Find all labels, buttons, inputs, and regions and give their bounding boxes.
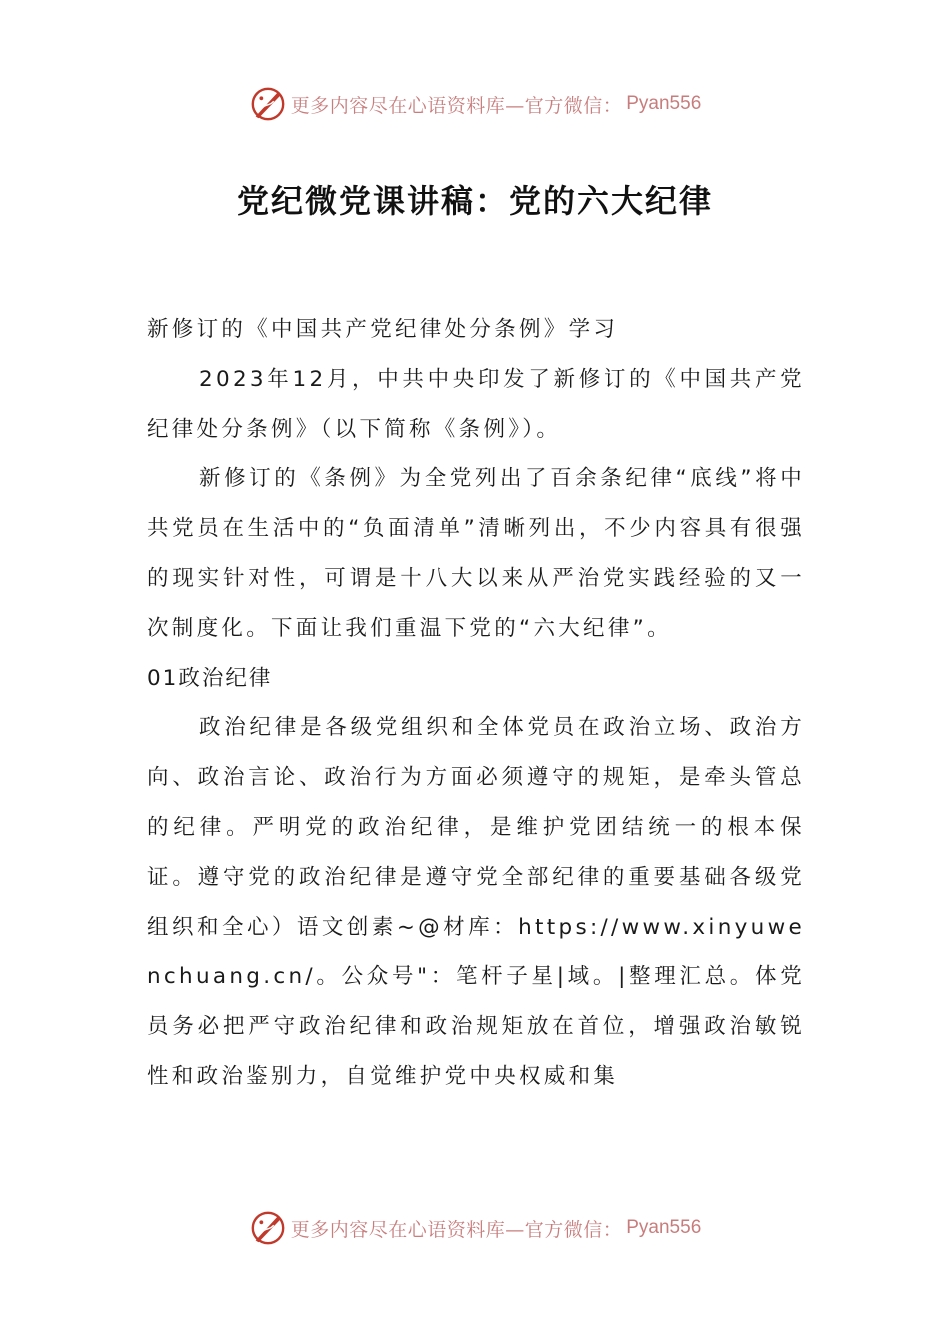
paragraph: 政治纪律是各级党组织和全体党员在政治立场、政治方向、政治言论、政治行为方面必须遵守的规矩，是牵头管总的纪律。严明党的政治纪律，是维护党团结统一的根本保证。遵守党的政治纪律是遵守党全部纪律的重要基础各级党组织和全心）语文创素~@材库：https://www.xinyuwenchuang.cn/。公众号"：笔杆子星|域。|整理汇总。体党员务必把严守政治纪律和政治规矩放在首位，增强政治敏锐性和政治鉴别力，自觉维护党中央权威和集 bbox=[147, 715, 805, 1089]
paragraph: 2023年12月，中共中央印发了新修订的《中国共产党纪律处分条例》（以下简称《条例》）。 bbox=[147, 366, 805, 442]
document-body bbox=[147, 305, 805, 1102]
header-banner bbox=[0, 84, 950, 124]
banner-text: 更多内容尽在心语资料库—官方微信： bbox=[290, 1218, 623, 1241]
pen-logo-icon bbox=[249, 1209, 287, 1247]
banner-wechat-id: Pyan556 bbox=[626, 1217, 702, 1238]
pen-logo-icon bbox=[249, 85, 287, 123]
paragraph-subtitle: 新修订的《中国共产党纪律处分条例》学习 bbox=[147, 317, 619, 342]
section-heading: 01政治纪律 bbox=[147, 665, 273, 691]
paragraph: 新修订的《条例》为全党列出了百余条纪律“底线”将中共党员在生活中的“负面清单”清晰列出，不少内容具有很强的现实针对性，可谓是十八大以来从严治党实践经验的又一次制度化。下面让我们重温下党的“六大纪律”。 bbox=[147, 466, 805, 641]
banner-wechat-id: Pyan556 bbox=[626, 93, 702, 114]
document-title: 党纪微党课讲稿：党的六大纪律 bbox=[236, 182, 713, 220]
banner-text: 更多内容尽在心语资料库—官方微信： bbox=[290, 94, 623, 117]
footer-banner bbox=[0, 1208, 950, 1248]
